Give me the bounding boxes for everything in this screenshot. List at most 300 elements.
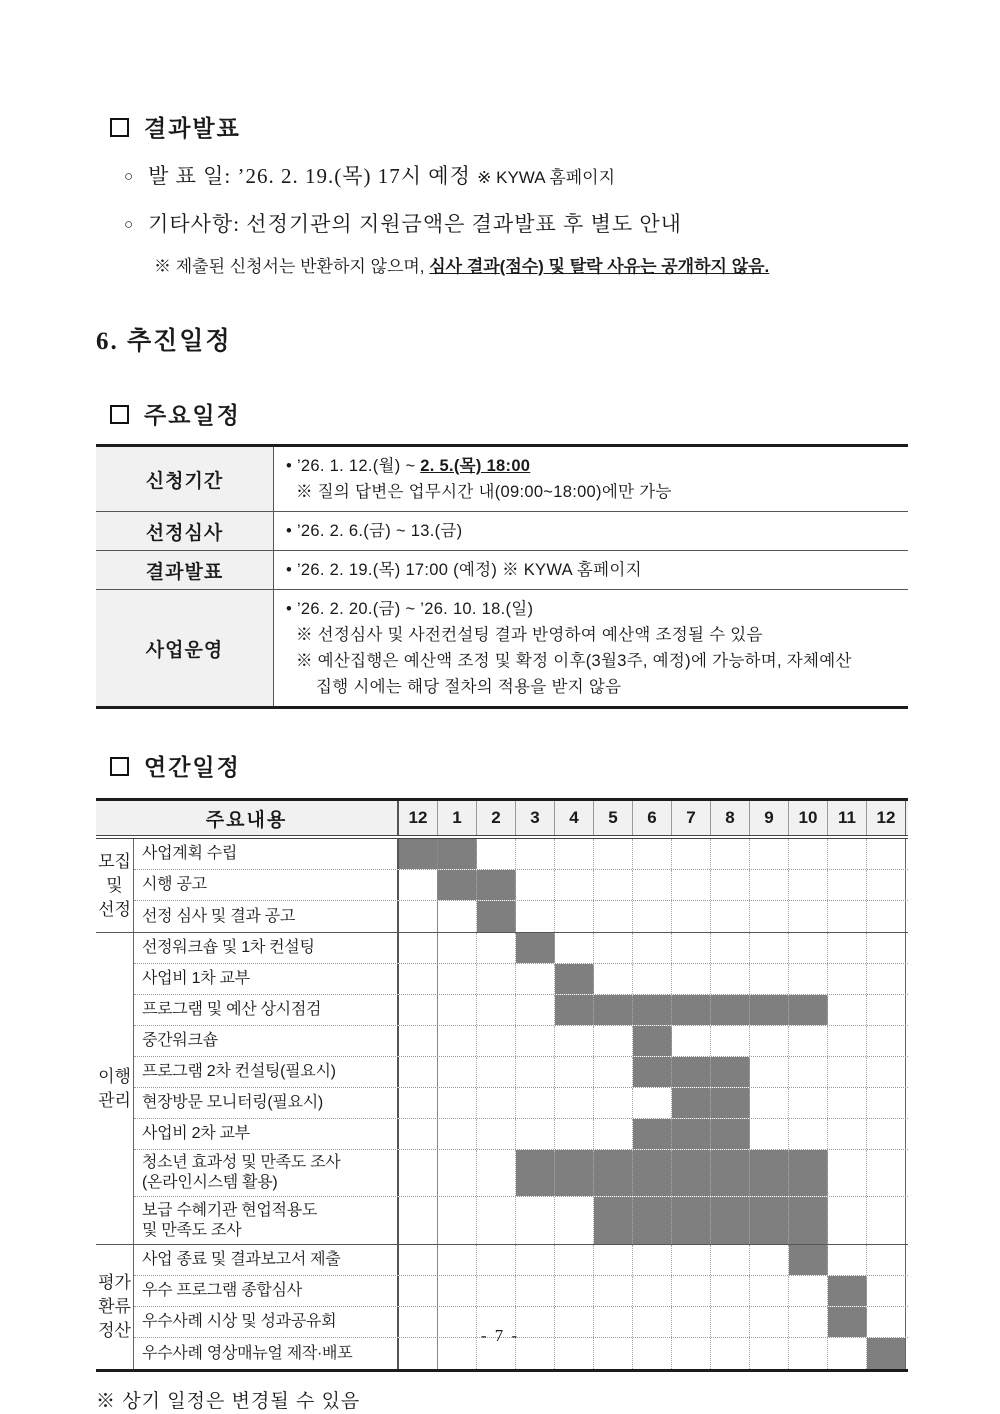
- gantt-filled-cell: [789, 1245, 828, 1275]
- gantt-empty-cell: [594, 933, 633, 963]
- gantt-empty-cell: [438, 1197, 477, 1244]
- gantt-empty-cell: [438, 901, 477, 932]
- gantt-task-row: [134, 901, 908, 932]
- gantt-filled-cell: [750, 995, 789, 1025]
- schedule-text: • ’26. 2. 20.(금) ~ ’26. 10. 18.(일): [286, 600, 534, 618]
- gantt-empty-cell: [828, 1026, 867, 1056]
- gantt-empty-cell: [750, 901, 789, 932]
- gantt-month-header-cell: 8: [711, 801, 750, 835]
- schedule-row-content: [274, 447, 908, 511]
- gantt-month-header-cell: 1: [438, 801, 477, 835]
- gantt-empty-cell: [555, 1119, 594, 1149]
- gantt-empty-cell: [594, 1276, 633, 1306]
- gantt-task-row: [134, 1119, 908, 1150]
- gantt-group-rows: [134, 839, 908, 932]
- section-6-heading: [96, 321, 908, 357]
- gantt-empty-cell: [672, 839, 711, 869]
- gantt-filled-cell: [633, 1119, 672, 1149]
- gantt-group-label: [96, 933, 134, 1244]
- gantt-empty-cell: [867, 1119, 906, 1149]
- gantt-empty-cell: [633, 839, 672, 869]
- gantt-filled-cell: [633, 1150, 672, 1196]
- gantt-task-label-line: 중간워크숍: [142, 1032, 218, 1049]
- gantt-empty-cell: [477, 933, 516, 963]
- gantt-empty-cell: [633, 1245, 672, 1275]
- gantt-empty-cell: [555, 933, 594, 963]
- gantt-empty-cell: [594, 964, 633, 994]
- gantt-empty-cell: [594, 1026, 633, 1056]
- gantt-empty-cell: [438, 1057, 477, 1087]
- gantt-empty-cell: [750, 870, 789, 900]
- gantt-task-row: [134, 1088, 908, 1119]
- gantt-empty-cell: [399, 1088, 438, 1118]
- gantt-group: [96, 1245, 908, 1369]
- gantt-group-label-line: 평가: [98, 1273, 131, 1292]
- gantt-filled-cell: [633, 1026, 672, 1056]
- schedule-row-label: 선정심사: [96, 512, 274, 550]
- square-bullet-icon: [110, 405, 129, 424]
- gantt-task-label: [134, 901, 399, 932]
- gantt-empty-cell: [555, 901, 594, 932]
- gantt-task-label-line: 및 만족도 조사: [142, 1221, 242, 1239]
- gantt-empty-cell: [789, 839, 828, 869]
- gantt-empty-cell: [516, 1197, 555, 1244]
- gantt-empty-cell: [477, 995, 516, 1025]
- gantt-task-row: [134, 933, 908, 964]
- schedule-text: • ’26. 2. 19.(목) 17:00 (예정) ※ KYWA 홈페이지: [286, 561, 642, 579]
- gantt-filled-cell: [711, 1150, 750, 1196]
- gantt-filled-cell: [633, 995, 672, 1025]
- circle-bullet-icon: ○: [124, 169, 135, 185]
- gantt-empty-cell: [711, 1245, 750, 1275]
- gantt-empty-cell: [594, 1088, 633, 1118]
- gantt-empty-cell: [750, 1057, 789, 1087]
- results-footnote: [96, 252, 908, 277]
- gantt-empty-cell: [672, 1276, 711, 1306]
- gantt-empty-cell: [477, 964, 516, 994]
- gantt-header-row: [96, 801, 908, 835]
- gantt-empty-cell: [399, 964, 438, 994]
- schedule-table-row: [96, 447, 908, 512]
- gantt-group-label-line: 정산: [98, 1321, 131, 1340]
- schedule-table-row: [96, 551, 908, 590]
- square-bullet-icon: [110, 118, 129, 137]
- gantt-empty-cell: [438, 995, 477, 1025]
- gantt-empty-cell: [789, 1276, 828, 1306]
- gantt-filled-cell: [750, 1150, 789, 1196]
- gantt-empty-cell: [672, 1245, 711, 1275]
- gantt-empty-cell: [828, 964, 867, 994]
- schedule-content-line: [286, 557, 900, 583]
- gantt-empty-cell: [828, 901, 867, 932]
- schedule-emphasis-text: 2. 5.(목) 18:00: [420, 457, 531, 475]
- gantt-filled-cell: [711, 1119, 750, 1149]
- gantt-task-row: [134, 1197, 908, 1244]
- gantt-empty-cell: [711, 933, 750, 963]
- schedule-content-line: [286, 622, 900, 648]
- gantt-empty-cell: [789, 964, 828, 994]
- schedule-row-content: [274, 551, 908, 589]
- gantt-filled-cell: [555, 1150, 594, 1196]
- gantt-empty-cell: [711, 1026, 750, 1056]
- gantt-empty-cell: [594, 870, 633, 900]
- gantt-filled-cell: [711, 1197, 750, 1244]
- schedule-text: • ’26. 1. 12.(월) ~: [286, 457, 421, 475]
- gantt-task-label-line: 선정워크숍 및 1차 컨설팅: [142, 939, 315, 956]
- gantt-empty-cell: [555, 1197, 594, 1244]
- gantt-empty-cell: [399, 933, 438, 963]
- gantt-filled-cell: [633, 1057, 672, 1087]
- gantt-empty-cell: [711, 1276, 750, 1306]
- gantt-task-label: [134, 1150, 399, 1196]
- gantt-task-label: [134, 1276, 399, 1306]
- gantt-empty-cell: [555, 1245, 594, 1275]
- gantt-empty-cell: [477, 1197, 516, 1244]
- gantt-task-label-line: 사업계획 수립: [142, 845, 238, 862]
- gantt-empty-cell: [399, 1276, 438, 1306]
- gantt-empty-cell: [399, 901, 438, 932]
- gantt-empty-cell: [594, 901, 633, 932]
- gantt-empty-cell: [399, 1119, 438, 1149]
- gantt-empty-cell: [477, 1088, 516, 1118]
- gantt-month-header-cell: 11: [828, 801, 867, 835]
- gantt-empty-cell: [477, 1276, 516, 1306]
- schedule-content-line: [286, 596, 900, 622]
- gantt-task-label-line: 사업비 2차 교부: [142, 1125, 250, 1142]
- schedule-row-content: [274, 590, 908, 706]
- results-footnote-emphasis: 심사 결과(점수) 및 탈락 사유는 공개하지 않음.: [429, 257, 770, 276]
- gantt-empty-cell: [633, 901, 672, 932]
- gantt-filled-cell: [789, 995, 828, 1025]
- gantt-empty-cell: [789, 901, 828, 932]
- gantt-filled-cell: [672, 1088, 711, 1118]
- gantt-task-label: [134, 1057, 399, 1087]
- gantt-empty-cell: [828, 995, 867, 1025]
- document-page: [96, 0, 908, 1413]
- gantt-task-label: [134, 964, 399, 994]
- gantt-task-label: [134, 1119, 399, 1149]
- gantt-filled-cell: [750, 1197, 789, 1244]
- gantt-month-header-cell: 5: [594, 801, 633, 835]
- schedule-content-line: [286, 648, 900, 674]
- gantt-empty-cell: [828, 933, 867, 963]
- gantt-task-label-line: 프로그램 및 예산 상시점검: [142, 1001, 322, 1018]
- gantt-filled-cell: [594, 995, 633, 1025]
- gantt-task-label: [134, 1026, 399, 1056]
- schedule-row-content: [274, 512, 908, 550]
- gantt-empty-cell: [789, 1119, 828, 1149]
- gantt-empty-cell: [828, 1057, 867, 1087]
- gantt-empty-cell: [633, 933, 672, 963]
- schedule-content-line: [286, 453, 900, 479]
- annual-schedule-gantt: [96, 798, 908, 1372]
- result-bullet-line: [124, 161, 908, 193]
- gantt-filled-cell: [477, 901, 516, 932]
- gantt-empty-cell: [867, 1197, 906, 1244]
- gantt-group-label: [96, 839, 134, 932]
- gantt-empty-cell: [516, 964, 555, 994]
- gantt-empty-cell: [789, 933, 828, 963]
- schedule-table-row: [96, 590, 908, 706]
- gantt-empty-cell: [594, 839, 633, 869]
- gantt-month-header-cell: 7: [672, 801, 711, 835]
- section-title: 추진일정: [127, 328, 232, 355]
- gantt-empty-cell: [828, 870, 867, 900]
- gantt-empty-cell: [555, 1026, 594, 1056]
- gantt-empty-cell: [672, 901, 711, 932]
- gantt-filled-cell: [516, 1150, 555, 1196]
- gantt-filled-cell: [711, 995, 750, 1025]
- gantt-task-label: [134, 933, 399, 963]
- gantt-empty-cell: [438, 933, 477, 963]
- gantt-empty-cell: [711, 901, 750, 932]
- gantt-task-label-line: 사업비 1차 교부: [142, 970, 250, 987]
- section-number: 6.: [96, 328, 119, 355]
- gantt-task-row: [134, 1057, 908, 1088]
- annual-schedule-heading: [96, 749, 908, 782]
- gantt-task-row: [134, 839, 908, 870]
- gantt-empty-cell: [516, 1026, 555, 1056]
- gantt-group-label-line: 모집: [98, 851, 131, 871]
- gantt-month-header-cell: 9: [750, 801, 789, 835]
- gantt-empty-cell: [867, 1150, 906, 1196]
- square-bullet-icon: [110, 757, 129, 776]
- gantt-empty-cell: [516, 1245, 555, 1275]
- major-schedule-heading: [96, 397, 908, 430]
- gantt-filled-cell: [438, 839, 477, 869]
- schedule-row-label: 결과발표: [96, 551, 274, 589]
- gantt-filled-cell: [672, 1150, 711, 1196]
- gantt-empty-cell: [711, 870, 750, 900]
- gantt-filled-cell: [789, 1150, 828, 1196]
- gantt-empty-cell: [867, 1088, 906, 1118]
- gantt-empty-cell: [633, 964, 672, 994]
- gantt-group: [96, 933, 908, 1245]
- gantt-task-row: [134, 1026, 908, 1057]
- results-bullets: [96, 161, 908, 240]
- gantt-empty-cell: [867, 1026, 906, 1056]
- gantt-task-row: [134, 1276, 908, 1307]
- gantt-task-label-line: 우수사례 영상매뉴얼 제작·배포: [142, 1344, 353, 1362]
- gantt-empty-cell: [477, 1119, 516, 1149]
- gantt-empty-cell: [516, 995, 555, 1025]
- gantt-empty-cell: [750, 933, 789, 963]
- page-number: - 7 -: [480, 1326, 520, 1345]
- gantt-task-label: [134, 995, 399, 1025]
- schedule-content-line: [286, 674, 900, 700]
- gantt-empty-cell: [399, 1057, 438, 1087]
- gantt-footnote: ※ 상기 일정은 변경될 수 있음: [96, 1391, 361, 1412]
- gantt-filled-cell: [711, 1088, 750, 1118]
- gantt-empty-cell: [867, 839, 906, 869]
- gantt-empty-cell: [399, 1197, 438, 1244]
- gantt-month-header-cell: 6: [633, 801, 672, 835]
- gantt-empty-cell: [594, 1119, 633, 1149]
- schedule-text: 집행 시에는 해당 절차의 적용을 받지 않음: [316, 678, 622, 696]
- gantt-task-label-line: 보급 수혜기관 현업적용도: [142, 1201, 318, 1219]
- gantt-empty-cell: [477, 1245, 516, 1275]
- gantt-group-rows: [134, 1245, 908, 1369]
- gantt-empty-cell: [477, 1026, 516, 1056]
- gantt-empty-cell: [750, 1088, 789, 1118]
- gantt-empty-cell: [438, 1245, 477, 1275]
- gantt-empty-cell: [438, 964, 477, 994]
- gantt-filled-cell: [477, 870, 516, 900]
- gantt-empty-cell: [750, 1245, 789, 1275]
- gantt-empty-cell: [516, 870, 555, 900]
- gantt-empty-cell: [399, 1245, 438, 1275]
- gantt-empty-cell: [750, 1276, 789, 1306]
- gantt-empty-cell: [555, 1057, 594, 1087]
- gantt-task-label-line: 프로그램 2차 컨설팅(필요시): [142, 1063, 336, 1080]
- gantt-group-label-line: 및: [106, 875, 123, 895]
- gantt-empty-cell: [711, 839, 750, 869]
- result-bullet-note: ※ KYWA 홈페이지: [477, 168, 616, 187]
- schedule-text: • ’26. 2. 6.(금) ~ 13.(금): [286, 522, 463, 540]
- schedule-text: ※ 질의 답변은 업무시간 내(09:00~18:00)에만 가능: [296, 483, 672, 501]
- gantt-filled-cell: [555, 995, 594, 1025]
- gantt-filled-cell: [672, 995, 711, 1025]
- gantt-month-header-cell: 10: [789, 801, 828, 835]
- gantt-month-header-cell: 3: [516, 801, 555, 835]
- gantt-empty-cell: [438, 1026, 477, 1056]
- gantt-group-label-line: 환류: [98, 1297, 131, 1316]
- gantt-task-row: [134, 964, 908, 995]
- gantt-filled-cell: [594, 1197, 633, 1244]
- gantt-empty-cell: [516, 1119, 555, 1149]
- gantt-empty-cell: [867, 964, 906, 994]
- result-bullet-line: [124, 209, 908, 240]
- gantt-month-header-cell: 2: [477, 801, 516, 835]
- gantt-filled-cell: [516, 933, 555, 963]
- gantt-task-label: [134, 839, 399, 869]
- gantt-group: [96, 839, 908, 933]
- gantt-empty-cell: [711, 964, 750, 994]
- gantt-empty-cell: [789, 1057, 828, 1087]
- gantt-empty-cell: [750, 839, 789, 869]
- gantt-empty-cell: [672, 964, 711, 994]
- gantt-empty-cell: [867, 1276, 906, 1306]
- schedule-row-label: 사업운영: [96, 590, 274, 706]
- gantt-empty-cell: [555, 839, 594, 869]
- gantt-empty-cell: [438, 1088, 477, 1118]
- gantt-empty-cell: [828, 1197, 867, 1244]
- gantt-task-label-line: 사업 종료 및 결과보고서 제출: [142, 1251, 341, 1268]
- gantt-empty-cell: [750, 964, 789, 994]
- gantt-empty-cell: [633, 870, 672, 900]
- gantt-empty-cell: [867, 870, 906, 900]
- gantt-filled-cell: [672, 1119, 711, 1149]
- schedule-content-line: [286, 479, 900, 505]
- result-bullet-text: 기타사항: 선정기관의 지원금액은 결과발표 후 별도 안내: [148, 212, 682, 236]
- annual-schedule-heading-text: 연간일정: [144, 755, 241, 780]
- gantt-group-label-line: 관리: [98, 1090, 131, 1110]
- gantt-filled-cell: [672, 1197, 711, 1244]
- gantt-empty-cell: [867, 901, 906, 932]
- gantt-filled-cell: [594, 1150, 633, 1196]
- gantt-month-header-cell: 12: [399, 801, 438, 835]
- gantt-task-row: [134, 870, 908, 901]
- gantt-filled-cell: [711, 1057, 750, 1087]
- result-bullet-text: 발 표 일: ’26. 2. 19.(목) 17시 예정: [148, 164, 478, 188]
- schedule-text: ※ 선정심사 및 사전컨설팅 결과 반영하여 예산액 조정될 수 있음: [296, 626, 763, 644]
- gantt-empty-cell: [828, 1150, 867, 1196]
- gantt-empty-cell: [555, 1276, 594, 1306]
- gantt-task-label: [134, 1197, 399, 1244]
- gantt-empty-cell: [516, 1276, 555, 1306]
- major-schedule-heading-text: 주요일정: [144, 403, 241, 428]
- gantt-filled-cell: [399, 839, 438, 869]
- gantt-empty-cell: [633, 1276, 672, 1306]
- circle-bullet-icon: ○: [124, 217, 135, 233]
- gantt-empty-cell: [633, 1088, 672, 1118]
- gantt-month-header-cell: 12: [867, 801, 906, 835]
- gantt-task-label: [134, 870, 399, 900]
- gantt-empty-cell: [867, 1057, 906, 1087]
- gantt-empty-cell: [828, 839, 867, 869]
- gantt-filled-cell: [828, 1276, 867, 1306]
- gantt-task-label: [134, 1088, 399, 1118]
- gantt-task-label-line: 우수사례 시상 및 성과공유회: [142, 1313, 337, 1330]
- gantt-empty-cell: [555, 1088, 594, 1118]
- gantt-empty-cell: [867, 995, 906, 1025]
- gantt-filled-cell: [555, 964, 594, 994]
- gantt-empty-cell: [594, 1057, 633, 1087]
- gantt-empty-cell: [438, 1276, 477, 1306]
- gantt-task-label-line: 시행 공고: [142, 876, 207, 893]
- schedule-content-line: [286, 518, 900, 544]
- gantt-empty-cell: [477, 1057, 516, 1087]
- gantt-empty-cell: [789, 1026, 828, 1056]
- gantt-content-header-cell: 주요내용: [96, 801, 399, 835]
- schedule-table-row: [96, 512, 908, 551]
- gantt-empty-cell: [399, 995, 438, 1025]
- gantt-filled-cell: [789, 1197, 828, 1244]
- gantt-empty-cell: [555, 870, 594, 900]
- gantt-empty-cell: [672, 870, 711, 900]
- gantt-empty-cell: [477, 1150, 516, 1196]
- gantt-empty-cell: [789, 1088, 828, 1118]
- results-footnote-prefix: ※ 제출된 신청서는 반환하지 않으며,: [154, 257, 430, 276]
- gantt-month-header-cell: 4: [555, 801, 594, 835]
- gantt-group-label-line: 이행: [98, 1066, 131, 1086]
- gantt-empty-cell: [516, 839, 555, 869]
- gantt-empty-cell: [750, 1026, 789, 1056]
- gantt-task-row: [134, 1150, 908, 1197]
- results-heading-text: 결과발표: [144, 116, 241, 141]
- gantt-empty-cell: [750, 1119, 789, 1149]
- gantt-empty-cell: [516, 1057, 555, 1087]
- gantt-empty-cell: [438, 1119, 477, 1149]
- results-heading: [96, 0, 908, 143]
- gantt-task-row: [134, 1245, 908, 1276]
- gantt-empty-cell: [867, 1245, 906, 1275]
- gantt-filled-cell: [633, 1197, 672, 1244]
- gantt-group-label: [96, 1245, 134, 1369]
- schedule-text: ※ 예산집행은 예산액 조정 및 확정 이후(3월3주, 예정)에 가능하며, 자체예산: [296, 652, 852, 670]
- gantt-empty-cell: [672, 933, 711, 963]
- schedule-row-label: 신청기간: [96, 447, 274, 511]
- gantt-empty-cell: [867, 933, 906, 963]
- gantt-empty-cell: [399, 1026, 438, 1056]
- gantt-filled-cell: [672, 1057, 711, 1087]
- gantt-empty-cell: [828, 1088, 867, 1118]
- gantt-empty-cell: [828, 1119, 867, 1149]
- gantt-group-label-line: 선정: [98, 899, 131, 919]
- gantt-empty-cell: [477, 839, 516, 869]
- major-schedule-table: [96, 444, 908, 709]
- gantt-empty-cell: [789, 870, 828, 900]
